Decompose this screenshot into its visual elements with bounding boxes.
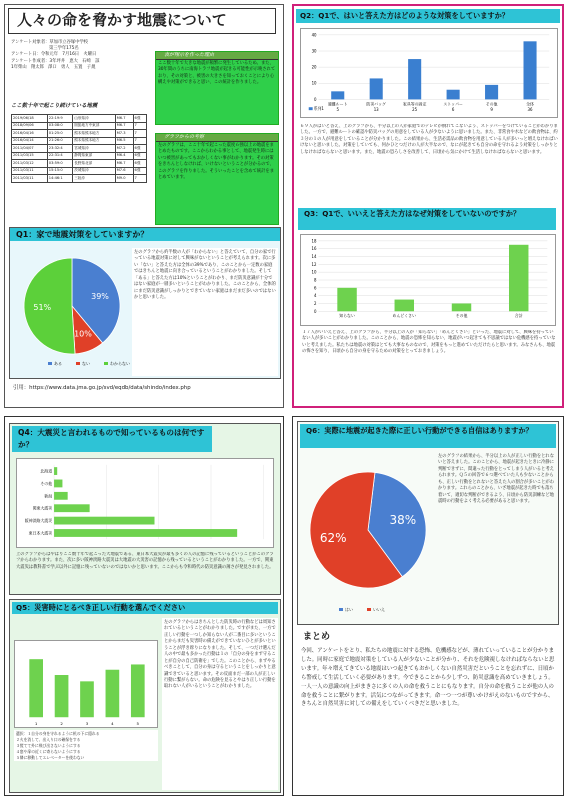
q6-text: 左のグラフの結果から、半分以上の人が正しい行動をとれないと答えました。このことから、地震が起きたときに冷静に判断できずに、間違った行動をとってしまう人がいると考えられます。Ｑ５の回答で６つ選べていた人も少ないことからも、正しい行動をとれないと答えた人の割合が多いことがわかります。これらのことから、いざ地震が起きた時でも落ち着いて、適切な判断ができるよう、日頃から防災訓練など地震時の行動をよく考える必要があると思います。 bbox=[438, 454, 555, 505]
y-tick-label: 新潟 bbox=[44, 493, 53, 499]
x-tick-label: 合計 bbox=[514, 313, 523, 319]
legend-swatch bbox=[48, 362, 52, 365]
legend-swatch bbox=[339, 608, 343, 611]
page-title: 人々の命を脅かす地震について bbox=[8, 8, 276, 34]
data-label: 5 bbox=[336, 107, 339, 113]
quake-row bbox=[12, 167, 147, 175]
quake-cell: M7.6 bbox=[115, 167, 133, 175]
y-tick-label: 18 bbox=[311, 238, 317, 244]
quake-cell: 23:32:4 bbox=[47, 145, 72, 153]
x-tick-label: その他 bbox=[485, 101, 498, 107]
y-tick-label: 20 bbox=[311, 64, 317, 70]
q2-text: ６９人がはいと答え、上のグラフから、半分以上の人が家庭でのテレビが倒れてこないよう、ストッパーをつけていることがわかりました。一方で、避難ルートの確認や防災バッグの用意をしている人が少ないように思いました。また、非常食や水などの飲食物は、約３分の１の人が用意をしていることが分かりました。この結果から、生活必需品の飲食物を用意している人が多いっと増えなければいけないと思いました。対策をしていても、何かひとつだけの人が大半なので、なにが起きても自分の命を守れるよう対策をしっかりとしなければならないと思います。また、地震の恐ろしさを改善して、日頃から気にかけて生活しなければならないと思います。 bbox=[300, 124, 558, 155]
x-tick-label: その他 bbox=[455, 313, 468, 319]
quake-row bbox=[12, 115, 147, 123]
quake-cell: 胆振地方中東部 bbox=[73, 122, 115, 130]
quake-cell: 2018/09/06 bbox=[12, 122, 48, 130]
survey-info bbox=[11, 40, 161, 71]
q6-title: Q6：実際に地震が起きた際に正しい行動ができる自信はありますか？ bbox=[300, 424, 556, 448]
q4-box bbox=[9, 423, 281, 595]
quake-cell: 2011/03/11 bbox=[12, 167, 48, 175]
quake-cell: M9.0 bbox=[115, 175, 133, 183]
q4-text: 上のグラフからはやはりここ数十年で起こった大地震である、東日本大震災が最も多くの人の記憶に残っているということがこのグラフからわかります。また、次に多い阪神淡路大震災は大地震の大災害の記憶から残っているということがわかりました。一方で、関東大震災は教科書で学ぶ以外に記憶に残っていないのではないかと思います。ここからも令和時代の防災意識の薄さが発見されました。 bbox=[16, 552, 274, 570]
y-tick-label: 東日本大震災 bbox=[28, 530, 53, 536]
quake-cell: 山形県沖 bbox=[73, 115, 115, 123]
pie-label: 38% bbox=[389, 512, 417, 527]
quake-cell: M6.7 bbox=[115, 122, 133, 130]
quake-cell: 6強 bbox=[133, 145, 146, 153]
legend-label: いいえ bbox=[373, 607, 385, 612]
quake-cell: 15:15:0 bbox=[47, 167, 72, 175]
bar bbox=[54, 480, 62, 488]
table-reason-text: ここ数十年で大きな地震が頻繁に発生しているため。また、30年間のうちに南海トラフ地震が起きる可能性が示唆されており、その対策と、被害の大きさを知っておくことにより心構えや対策ができると思い、この統計を作りました。 bbox=[158, 60, 276, 86]
quake-cell: M6.7 bbox=[115, 115, 133, 123]
bar bbox=[337, 288, 356, 311]
quake-cell: 6強 bbox=[133, 115, 146, 123]
quake-cell: 熊本県熊本地方 bbox=[73, 137, 115, 145]
q5-note: ４窓や扉の近くに寄らないようにする bbox=[16, 748, 81, 754]
bar bbox=[106, 670, 120, 717]
quake-cell: 7 bbox=[133, 130, 146, 138]
y-tick-label: 30 bbox=[311, 48, 317, 54]
quake-cell: 03:08:0 bbox=[47, 122, 72, 130]
intro-panel bbox=[4, 4, 284, 408]
quake-cell: M6.5 bbox=[115, 137, 133, 145]
legend-label: ない bbox=[82, 361, 90, 366]
q2-q3-panel bbox=[292, 4, 564, 408]
q2-title: Q2：Q1で、はいと答えた方はどのような対策をしていますか？ bbox=[296, 9, 560, 23]
legend-swatch bbox=[104, 362, 108, 365]
quake-cell: 03:59:0 bbox=[47, 160, 72, 168]
quake-cell: 14:46:1 bbox=[47, 175, 72, 183]
bar bbox=[395, 300, 414, 312]
q4-title: Q4：大震災と言われるもので知っているものは何ですか？ bbox=[12, 426, 212, 452]
q6-box bbox=[297, 421, 559, 625]
q3-bar-chart bbox=[300, 234, 556, 326]
quake-cell: 21:26:0 bbox=[47, 137, 72, 145]
bar bbox=[29, 659, 43, 717]
graph-view-text: 左のグラフは、ここ十年で起こった震度６強以上の地震をまとめたものです。ここからわかる事として、地震発生時にはいつ被害があってもおかしくない事がわかります。その対策をきちんとしなければ、いけないということが分かるので、このグラフを作りました。そういったことを含めて統計をまとめています。 bbox=[158, 142, 275, 180]
q1-box bbox=[9, 227, 281, 379]
quake-cell: 6強 bbox=[133, 160, 146, 168]
y-tick-label: 4 bbox=[313, 293, 317, 299]
quake-cell: 22:19:9 bbox=[47, 115, 72, 123]
q5-note: ５隣に移動してエレベーターを使わない bbox=[16, 754, 85, 760]
pie-label: 62% bbox=[319, 531, 347, 546]
quake-cell: 6強 bbox=[133, 152, 146, 160]
pie-label: 10% bbox=[74, 329, 92, 339]
data-label: 9 bbox=[490, 107, 493, 113]
q5-title: Q5：災害時にとるべき正しい行動を選んでください bbox=[12, 602, 278, 614]
y-tick-label: 北海道 bbox=[40, 468, 53, 474]
quake-cell: 2011/03/15 bbox=[12, 152, 48, 160]
x-tick-label: 1 bbox=[34, 721, 38, 727]
quake-row bbox=[12, 130, 147, 138]
quake-table bbox=[11, 114, 147, 183]
x-tick-label: 5 bbox=[136, 721, 140, 727]
y-tick-label: 16 bbox=[311, 246, 317, 252]
q3-text: １７人がいいえと答え、上のグラフから、半分以上の人が「知らない」「めんどくさい」といった、地震に対して、興味を持っていない人が多いことがわかりました。このことから、地震の恐怖を知らない、地震がいつ起きても不思議ではない危機感を持っていないと考えました。私たちは地震の対策はとても大事なものなので、対策をもっと進めていただけたらと思います。みなさんも、地震の怖さを知り、日頃から自分の身を守るための対策をとっておきましょう。 bbox=[302, 330, 556, 355]
q6-pie-chart bbox=[304, 454, 432, 622]
graph-view-box bbox=[155, 133, 279, 225]
bar bbox=[80, 681, 94, 717]
quake-row bbox=[12, 152, 147, 160]
quake-cell: 茨城県沖 bbox=[73, 167, 115, 175]
quake-cell: 2016/04/14 bbox=[12, 137, 48, 145]
q6-summary-panel bbox=[292, 416, 564, 796]
quake-cell: 2011/03/11 bbox=[12, 175, 48, 183]
y-tick-label: 0 bbox=[313, 308, 317, 314]
quake-cell: 7 bbox=[133, 175, 146, 183]
quake-cell: 2011/03/12 bbox=[12, 160, 48, 168]
x-tick-label: 防災バッグ bbox=[366, 101, 386, 107]
quake-row bbox=[12, 145, 147, 153]
summary-box bbox=[297, 631, 559, 791]
table-reason-box bbox=[155, 51, 279, 125]
quake-cell: 2019/06/18 bbox=[12, 115, 48, 123]
bar bbox=[54, 504, 90, 512]
x-tick-label: 家具等の固定 bbox=[402, 101, 427, 107]
q5-box bbox=[9, 599, 281, 793]
y-tick-label: 0 bbox=[314, 96, 317, 102]
pie-label: 39% bbox=[91, 291, 109, 301]
quake-row bbox=[12, 137, 147, 145]
q5-note: ３慌てて外に飛び出さないようにする bbox=[16, 742, 81, 748]
quake-cell: 7 bbox=[133, 122, 146, 130]
legend-label: ある bbox=[54, 361, 62, 366]
y-tick-label: 8 bbox=[313, 277, 317, 283]
bar bbox=[509, 245, 528, 312]
y-tick-label: 関東大震災 bbox=[32, 505, 53, 511]
q5-note: 選択：１自分の身を守れるように机の下に隠れる bbox=[16, 731, 100, 736]
quake-cell: 長野県北部 bbox=[73, 160, 115, 168]
quake-cell: 22:31:4 bbox=[47, 152, 72, 160]
quake-cell: 三陸沖 bbox=[73, 175, 115, 183]
q2-bar-chart bbox=[300, 28, 558, 118]
bar bbox=[452, 303, 471, 311]
bar bbox=[331, 91, 344, 99]
x-tick-label: 2 bbox=[60, 721, 63, 727]
q3-box bbox=[296, 206, 560, 402]
bar bbox=[447, 90, 460, 100]
bar bbox=[523, 41, 536, 99]
quake-cell: 熊本県熊本地方 bbox=[73, 130, 115, 138]
q1-title: Q1：家で地震対策をしていますか？ bbox=[10, 228, 280, 241]
quake-cell: M7.2 bbox=[115, 145, 133, 153]
bar bbox=[131, 664, 145, 717]
legend-swatch bbox=[367, 608, 371, 611]
bar bbox=[408, 59, 421, 99]
q5-note: ２火を消して、出入り口の確保をする bbox=[16, 736, 81, 742]
q1-pie-chart bbox=[14, 248, 132, 370]
quake-cell: 01:25:0 bbox=[47, 130, 72, 138]
x-tick-label: 避難ルート bbox=[327, 101, 348, 107]
quake-row bbox=[12, 175, 147, 183]
quake-cell: 静岡県東部 bbox=[73, 152, 115, 160]
quake-cell: M6.4 bbox=[115, 152, 133, 160]
bar bbox=[54, 517, 154, 525]
legend-label: わからない bbox=[110, 361, 130, 366]
survey-date: アンケート日：令和元年 7月16日 火曜日 bbox=[11, 52, 97, 58]
q4-q5-panel bbox=[4, 416, 284, 796]
q5-text: 左のグラフからはきちんとした防災時の行動などは周知されているということがわかりました。ですがまた、一方で正しい行動を一つしか知らない人が二番目に多いということからまだも災害時の備えができていないひとが多いということが浮き彫りになりました。そして、一つだけ選んだ人の中で最も多かった行動は１の「自分の身をまず守ることが自分の自己防衛を」でした。このことから、まずやるべきことして、自分の身は守るということをしっかりと意識できていると思います。その反面まだ一部の人が正しい行動に繋がらない。命の危険を見るとやはり正しい行動を取れない人がいるということがわかりました。 bbox=[162, 618, 278, 790]
y-tick-label: 阪神淡路大震災 bbox=[24, 518, 53, 524]
summary-title: まとめ bbox=[303, 632, 331, 642]
data-label: 6 bbox=[451, 107, 455, 113]
quake-cell: 6強 bbox=[133, 167, 146, 175]
bar bbox=[54, 492, 68, 500]
survey-grade: 第三学年175名 bbox=[49, 46, 79, 52]
bar bbox=[55, 675, 69, 717]
legend-swatch bbox=[309, 107, 313, 110]
q5-notes bbox=[14, 730, 158, 761]
legend-label: はい bbox=[345, 607, 353, 612]
quake-cell: 2011/04/07 bbox=[12, 145, 48, 153]
q3-title: Q3：Q1で、いいえと答えた方はなぜ対策をしていないのですか？ bbox=[298, 208, 556, 230]
bar bbox=[370, 78, 383, 99]
x-tick-label: ストッパー bbox=[443, 101, 463, 107]
legend-swatch bbox=[76, 362, 80, 365]
survey-authors-2: 1年柴山 翔太郎 澤口 勇人 五置 子規 bbox=[11, 64, 96, 70]
bar bbox=[54, 529, 237, 537]
y-tick-label: 40 bbox=[311, 32, 317, 38]
survey-target: アンケート対象者：草加市立谷塚中学校 bbox=[11, 40, 89, 45]
quake-row bbox=[12, 160, 147, 168]
q1-citation: 引用：https://www.data.jma.go.jp/svd/eqdb/data/shindo/index.php bbox=[13, 385, 191, 391]
y-tick-label: その他 bbox=[40, 480, 53, 486]
quake-row bbox=[12, 122, 147, 130]
x-tick-label: 4 bbox=[111, 721, 114, 727]
x-tick-label: めんどくさい bbox=[392, 313, 416, 319]
data-label: 25 bbox=[412, 107, 418, 113]
bar bbox=[485, 85, 498, 100]
y-tick-label: 14 bbox=[311, 253, 317, 259]
quake-table-title: ここ数十年で起こり続けている地震 bbox=[11, 103, 98, 109]
y-tick-label: 2 bbox=[313, 300, 317, 306]
graph-view-title: グラフからの考察 bbox=[156, 134, 278, 142]
y-tick-label: 6 bbox=[313, 285, 317, 291]
q1-text: 左のグラフから約半数の人が「わからない」と答えていて、自分の家で行っている地震対策に対して興味がないということが考えられます。次に多い「ない」と答えた方は全体の39%であり、このことから一定数の家庭ではきちんと地震に向き合っているということがわかりました。そして「ある」と答えた方は10%ということがわかり、まだ防災意識が十分ではない家庭が一層多いということがわかりました。このことから、全体的にまだ防災意識がしっかりとできていない家庭はまだまだ多いのではないかと思いました。 bbox=[132, 248, 278, 376]
q4-bar-chart bbox=[16, 458, 274, 548]
y-tick-label: 10 bbox=[311, 269, 317, 275]
q5-bar-chart bbox=[14, 640, 158, 728]
legend-label: 系列1 bbox=[313, 106, 324, 112]
summary-text: 今回、アンケートをとり、私たちの地震に対する恐怖、危機感などが、薄れていっていることが分かりました。同時に家庭で地震対策をしている人が少ないことが分かり、それを危険視しなければならないと思います。年々増えてきている地震はいつ起きてもおかしくない自然災害だということを忘れずに、日頃から警戒して生活していく必要があります。今できることから少しずつ、防災意識を高めていきましょう。一人一人の意識の向上がまきさに多くの人の命を救うことにもなります。自分の命を救うことが他の人の命を救うことに繋がります。活気につながってきます。命一つ一つが尊いかけがえのないものですから、きちんと自然災害に対しての備えをしていくべきだと思いました。 bbox=[301, 648, 555, 708]
data-label: 36 bbox=[527, 107, 533, 113]
x-tick-label: 知らない bbox=[339, 313, 355, 319]
x-tick-label: 3 bbox=[85, 721, 89, 727]
table-reason-title: 表が翔示を作った理由 bbox=[156, 52, 278, 60]
survey-authors: アンケート作成者：3年坪井 恵大 石崎 諒 bbox=[11, 58, 100, 64]
quake-cell: 2016/04/16 bbox=[12, 130, 48, 138]
bar bbox=[54, 467, 57, 475]
pie-label: 51% bbox=[33, 302, 52, 312]
y-tick-label: 10 bbox=[311, 80, 317, 86]
quake-cell: M7.3 bbox=[115, 130, 133, 138]
x-tick-label: 全体 bbox=[526, 101, 534, 107]
y-tick-label: 12 bbox=[311, 261, 317, 267]
quake-cell: 7 bbox=[133, 137, 146, 145]
quake-cell: M6.7 bbox=[115, 160, 133, 168]
data-label: 13 bbox=[373, 107, 379, 113]
quake-cell: 宮城県沖 bbox=[73, 145, 115, 153]
